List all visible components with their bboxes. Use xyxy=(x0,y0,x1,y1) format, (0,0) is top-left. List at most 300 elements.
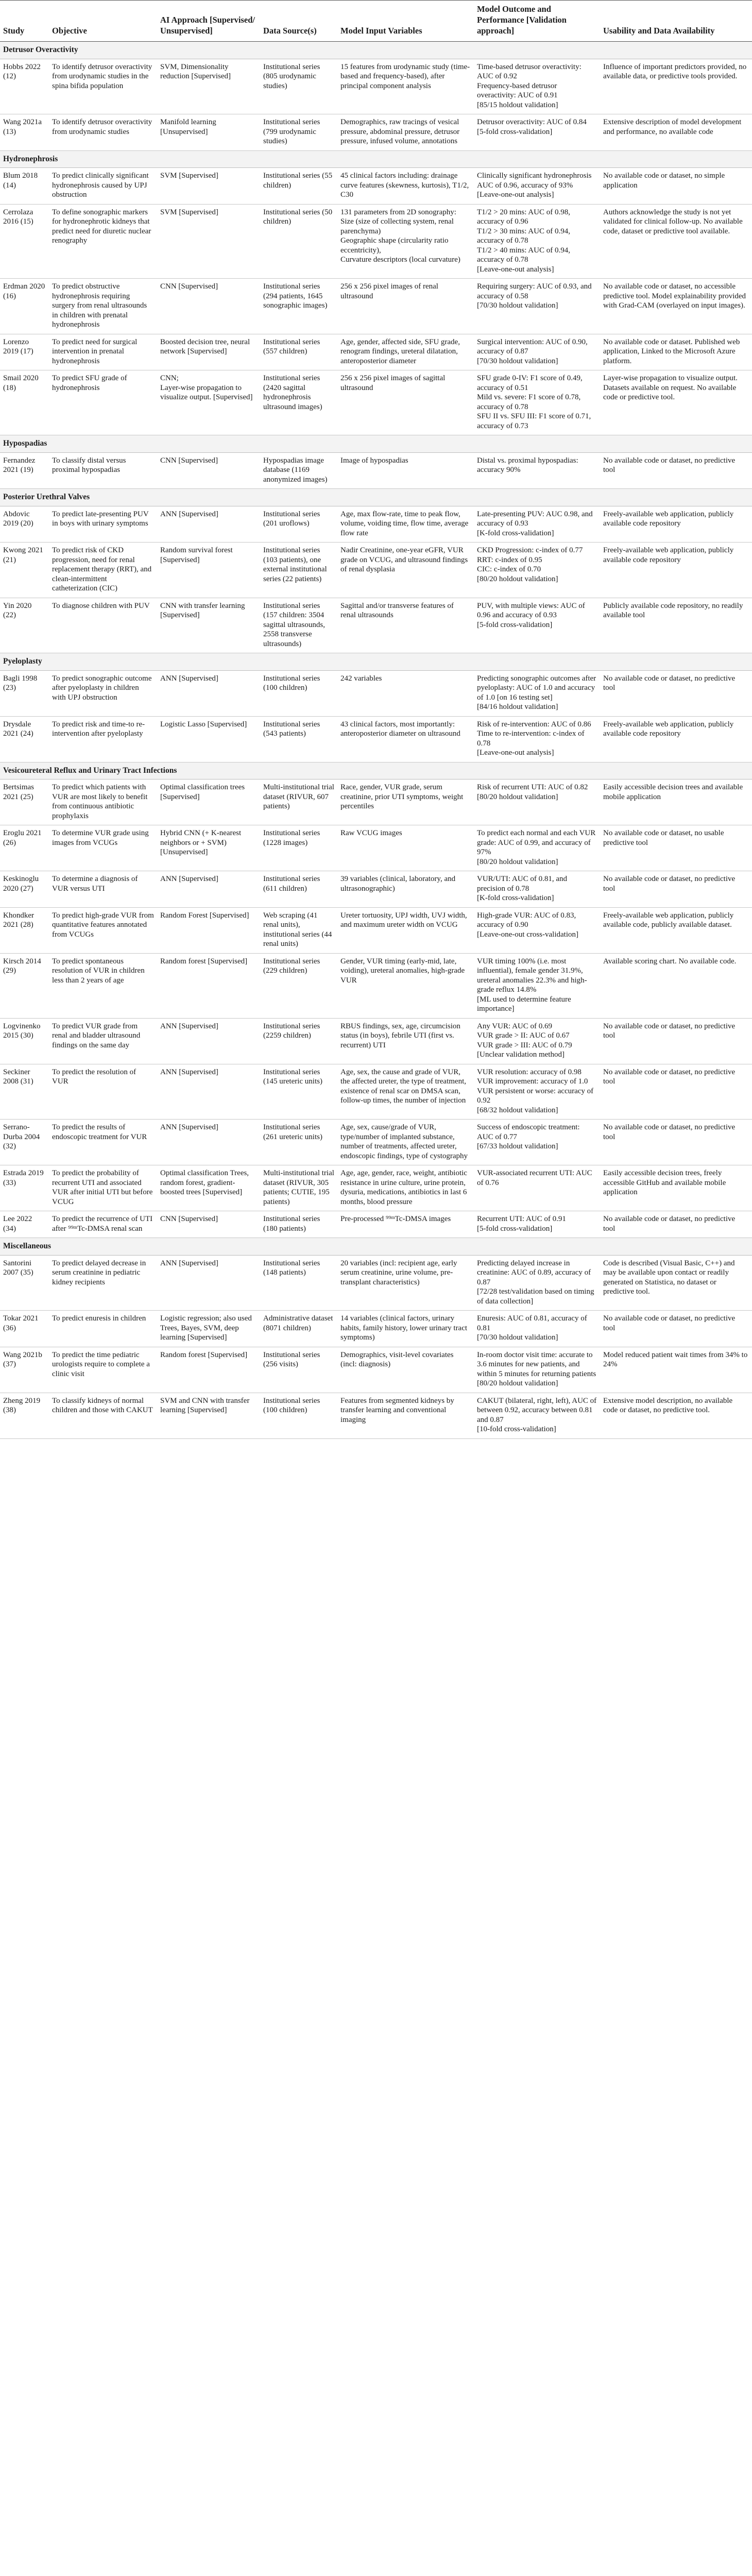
ai-approach-cell xyxy=(157,871,260,908)
study-cell xyxy=(0,1211,49,1238)
study-cell-text: Khondker 2021 (28) xyxy=(3,911,34,929)
outcome-performance-cell-text: Any VUR: AUC of 0.69 VUR grade > II: AUC of 0.67 VUR grade > III: AUC of 0.79 [Unclear validation method] xyxy=(477,1022,572,1059)
study-cell xyxy=(0,670,49,716)
outcome-performance-cell-text: VUR resolution: accuracy of 0.98 VUR improvement: accuracy of 1.0 VUR persistent or worse: accuracy of 0.92 [68/32 holdout validation] xyxy=(477,1067,594,1114)
study-cell-text: Hobbs 2022 (12) xyxy=(3,62,41,80)
usability-cell xyxy=(600,871,752,908)
outcome-performance-cell xyxy=(474,59,600,114)
objective-cell xyxy=(49,1120,157,1165)
objective-cell xyxy=(49,598,157,653)
outcome-performance-cell xyxy=(474,871,600,908)
usability-cell-text: Easily accessible decision trees, freely accessible GitHub and available mobile application xyxy=(603,1169,726,1196)
ai-approach-cell-text: ANN [Supervised] xyxy=(160,674,218,683)
data-source-cell xyxy=(260,871,337,908)
input-variables-cell-text: 20 variables (incl: recipient age, early serum creatinine, urine volume, pre-transplant characteristics) xyxy=(340,1259,457,1286)
data-source-cell-text: Institutional series (100 children) xyxy=(263,674,320,692)
study-cell xyxy=(0,716,49,762)
usability-cell-text: Extensive description of model development and performance, no available code xyxy=(603,118,742,136)
outcome-performance-cell-text: Risk of re-intervention: AUC of 0.86 Time to re-intervention: c-index of 0.78 [Leave-one-out analysis] xyxy=(477,720,591,757)
usability-cell-text: Code is described (Visual Basic, C++) and may be available upon contact or readily generated on Statistica, no dataset or predictive tool. xyxy=(603,1259,735,1296)
study-cell xyxy=(0,279,49,334)
objective-cell-text: To predict need for surgical intervention in prenatal hydronephrosis xyxy=(52,337,138,365)
usability-cell-text: No available code or dataset, no predictive tool xyxy=(603,1022,736,1040)
data-source-cell-text: Web scraping (41 renal units), institutional series (44 renal units) xyxy=(263,911,332,948)
input-variables-cell xyxy=(337,59,474,114)
input-variables-cell xyxy=(337,1347,474,1393)
ai-approach-cell xyxy=(157,1165,260,1211)
ai-approach-cell-text: Boosted decision tree, neural network [Supervised] xyxy=(160,337,250,355)
outcome-performance-cell-text: Time-based detrusor overactivity: AUC of 0.92 Frequency-based detrusor overactivity: AUC of 0.91 [85/15 holdout validation] xyxy=(477,62,582,109)
outcome-performance-cell xyxy=(474,1255,600,1311)
study-cell-text: Estrada 2019 (33) xyxy=(3,1169,44,1187)
outcome-performance-cell xyxy=(474,907,600,953)
objective-cell-text: To predict the recurrence of UTI after ⁹⁹ᵐTc-DMSA renal scan xyxy=(52,1215,153,1233)
table-row xyxy=(0,543,752,598)
study-cell xyxy=(0,204,49,279)
study-cell xyxy=(0,1311,49,1347)
objective-cell xyxy=(49,279,157,334)
section-title: Hypospadias xyxy=(0,435,752,453)
outcome-performance-cell xyxy=(474,114,600,151)
outcome-performance-cell xyxy=(474,506,600,543)
study-cell-text: Cerrolaza 2016 (15) xyxy=(3,208,33,226)
data-source-cell xyxy=(260,779,337,825)
objective-cell xyxy=(49,779,157,825)
ai-approach-cell xyxy=(157,1393,260,1438)
study-cell xyxy=(0,598,49,653)
study-cell xyxy=(0,1255,49,1311)
objective-cell-text: To predict risk of CKD progression, need for renal replacement therapy (RRT), and clean-intermittent catheterization (CIC) xyxy=(52,546,152,592)
objective-cell xyxy=(49,907,157,953)
outcome-performance-cell xyxy=(474,204,600,279)
study-cell-text: Kwong 2021 (21) xyxy=(3,546,43,564)
usability-cell-text: Layer-wise propagation to visualize output. Datasets available on request. No available code or predictive tool. xyxy=(603,374,738,401)
usability-cell-text: Easily accessible decision trees and available mobile application xyxy=(603,783,743,801)
data-source-cell xyxy=(260,279,337,334)
data-source-cell xyxy=(260,1255,337,1311)
objective-cell-text: To predict late-presenting PUV in boys with urinary symptoms xyxy=(52,510,149,528)
ai-approach-cell xyxy=(157,825,260,871)
objective-cell xyxy=(49,168,157,205)
outcome-performance-cell-text: Predicting sonographic outcomes after pyeloplasty: AUC of 1.0 and accuracy of 1.0 [on 16 testing set] [84/16 holdout validation] xyxy=(477,674,596,711)
data-source-cell-text: Institutional series (145 ureteric units) xyxy=(263,1067,322,1086)
usability-cell xyxy=(600,334,752,370)
ai-approach-cell xyxy=(157,716,260,762)
outcome-performance-cell xyxy=(474,716,600,762)
study-cell-text: Eroglu 2021 (26) xyxy=(3,829,42,847)
input-variables-cell-text: 131 parameters from 2D sonography: Size (size of collecting system, renal parenchyma) Geographic shape (circularity ratio eccentricity), Curvature descriptors (local curvature) xyxy=(340,208,460,264)
usability-cell-text: Publicly available code repository, no readily available tool xyxy=(603,601,743,619)
data-source-cell-text: Institutional series (103 patients), one external institutional series (22 patients) xyxy=(263,546,327,583)
section-header-row xyxy=(0,42,752,59)
input-variables-cell xyxy=(337,1311,474,1347)
objective-cell xyxy=(49,670,157,716)
study-cell-text: Lee 2022 (34) xyxy=(3,1215,32,1233)
objective-cell-text: To predict sonographic outcome after pyeloplasty in children with UPJ obstruction xyxy=(52,674,152,702)
usability-cell-text: Influence of important predictors provided, no available data, or predictive tools provided. xyxy=(603,62,747,80)
usability-cell xyxy=(600,279,752,334)
data-source-cell-text: Institutional series (2420 sagittal hydronephrosis ultrasound images) xyxy=(263,374,322,411)
data-source-cell xyxy=(260,370,337,435)
input-variables-cell-text: Race, gender, VUR grade, serum creatinine, prior UTI symptoms, weight percentiles xyxy=(340,783,464,810)
outcome-performance-cell-text: PUV, with multiple views: AUC of 0.96 and accuracy of 0.93 [5-fold cross-validation] xyxy=(477,601,585,629)
data-source-cell-text: Institutional series (201 uroflows) xyxy=(263,510,320,528)
input-variables-cell xyxy=(337,1165,474,1211)
input-variables-cell xyxy=(337,1018,474,1064)
objective-cell-text: To predict the results of endoscopic treatment for VUR xyxy=(52,1123,147,1141)
study-cell-text: Zheng 2019 (38) xyxy=(3,1396,41,1414)
usability-cell-text: Available scoring chart. No available code. xyxy=(603,957,737,965)
outcome-performance-cell-text: Enuresis: AUC of 0.81, accuracy of 0.81 [70/30 holdout validation] xyxy=(477,1314,587,1342)
objective-cell xyxy=(49,452,157,489)
ai-approach-cell xyxy=(157,543,260,598)
data-source-cell-text: Hypospadias image database (1169 anonymized images) xyxy=(263,456,328,484)
data-source-cell xyxy=(260,598,337,653)
study-cell-text: Seckiner 2008 (31) xyxy=(3,1067,33,1086)
ai-approach-cell xyxy=(157,1064,260,1120)
objective-cell xyxy=(49,204,157,279)
study-cell xyxy=(0,953,49,1018)
usability-cell xyxy=(600,1211,752,1238)
outcome-performance-cell xyxy=(474,779,600,825)
data-source-cell xyxy=(260,716,337,762)
objective-cell xyxy=(49,1255,157,1311)
outcome-performance-cell xyxy=(474,334,600,370)
outcome-performance-cell-text: T1/2 > 20 mins: AUC of 0.98, accuracy of 0.96 T1/2 > 30 mins: AUC of 0.94, accuracy of 0.78 T1/2 > 40 mins: AUC of 0.94, accuracy of 0.78 [Leave-one-out analysis] xyxy=(477,208,570,274)
objective-cell xyxy=(49,871,157,908)
data-source-cell-text: Institutional series (55 children) xyxy=(263,172,333,190)
usability-cell-text: Freely-available web application, publicly available code, publicly available dataset. xyxy=(603,911,734,929)
ai-approach-cell xyxy=(157,506,260,543)
outcome-performance-cell xyxy=(474,1347,600,1393)
section-title: Detrusor Overactivity xyxy=(0,42,752,59)
objective-cell-text: To determine a diagnosis of VUR versus UTI xyxy=(52,875,138,893)
objective-cell xyxy=(49,506,157,543)
data-source-cell xyxy=(260,1347,337,1393)
outcome-performance-cell xyxy=(474,370,600,435)
usability-cell-text: No available code or dataset, no predictive tool xyxy=(603,875,736,893)
ai-approach-cell xyxy=(157,370,260,435)
objective-cell-text: To predict which patients with VUR are most likely to benefit from continuous antibiotic prophylaxis xyxy=(52,783,148,820)
ai-approach-cell-text: Optimal classification trees [Supervised] xyxy=(160,783,245,801)
study-cell xyxy=(0,334,49,370)
study-cell-text: Fernandez 2021 (19) xyxy=(3,456,36,474)
input-variables-cell-text: Raw VCUG images xyxy=(340,829,402,837)
input-variables-cell xyxy=(337,204,474,279)
usability-cell-text: No available code or dataset, no usable predictive tool xyxy=(603,829,724,847)
data-source-cell-text: Institutional series (543 patients) xyxy=(263,720,320,738)
usability-cell-text: Authors acknowledge the study is not yet validated for clinical follow-up. No available code, dataset or predictive tool available. xyxy=(603,208,743,235)
outcome-performance-cell-text: Risk of recurrent UTI: AUC of 0.82 [80/20 holdout validation] xyxy=(477,783,588,801)
usability-cell xyxy=(600,452,752,489)
study-cell xyxy=(0,907,49,953)
data-source-cell xyxy=(260,59,337,114)
usability-cell xyxy=(600,543,752,598)
input-variables-cell-text: 15 features from urodynamic study (time-based and frequency-based), after principal component analysis xyxy=(340,62,470,90)
ai-approach-cell xyxy=(157,1120,260,1165)
input-variables-cell-text: Demographics, visit-level covariates (incl: diagnosis) xyxy=(340,1350,454,1368)
table-row xyxy=(0,716,752,762)
usability-cell xyxy=(600,907,752,953)
outcome-performance-cell-text: In-room doctor visit time: accurate to 3.6 minutes for new patients, and within 5 minutes for returning patients [80/20 holdout validation] xyxy=(477,1350,596,1387)
outcome-performance-cell-text: Distal vs. proximal hypospadias: accuracy 90% xyxy=(477,456,578,474)
outcome-performance-cell xyxy=(474,168,600,205)
objective-cell xyxy=(49,370,157,435)
objective-cell-text: To predict the resolution of VUR xyxy=(52,1067,136,1086)
ai-approach-cell xyxy=(157,452,260,489)
input-variables-cell-text: Age, sex, the cause and grade of VUR, the affected ureter, the type of treatment, existence of renal scar on DMSA scan, follow-up times, the number of injection xyxy=(340,1067,466,1105)
outcome-performance-cell-text: Requiring surgery: AUC of 0.93, and accuracy of 0.58 [70/30 holdout validation] xyxy=(477,282,592,310)
study-cell-text: Tokar 2021 (36) xyxy=(3,1314,39,1332)
outcome-performance-cell xyxy=(474,1064,600,1120)
data-source-cell xyxy=(260,1311,337,1347)
study-cell xyxy=(0,452,49,489)
outcome-performance-cell-text: High-grade VUR: AUC of 0.83, accuracy of 0.90 [Leave-one-out cross-validation] xyxy=(477,911,578,939)
study-cell xyxy=(0,1018,49,1064)
ai-approach-cell xyxy=(157,279,260,334)
usability-cell-text: No available code or dataset, no predictive tool xyxy=(603,456,736,474)
usability-cell-text: Model reduced patient wait times from 34% to 24% xyxy=(603,1350,748,1368)
usability-cell xyxy=(600,1347,752,1393)
table-row xyxy=(0,1165,752,1211)
ai-approach-cell-text: CNN [Supervised] xyxy=(160,456,218,465)
data-source-cell xyxy=(260,204,337,279)
input-variables-cell-text: RBUS findings, sex, age, circumcision status (in boys), febrile UTI (first vs. recurrent) UTI xyxy=(340,1022,460,1049)
input-variables-cell-text: Demographics, raw tracings of vesical pressure, abdominal pressure, detrusor pressure, infused volume, annotations xyxy=(340,118,460,145)
input-variables-cell-text: Features from segmented kidneys by transfer learning and conventional imaging xyxy=(340,1396,454,1424)
data-source-cell xyxy=(260,1018,337,1064)
data-source-cell xyxy=(260,168,337,205)
ai-approach-cell-text: Manifold learning [Unsupervised] xyxy=(160,118,216,136)
usability-cell xyxy=(600,825,752,871)
input-variables-cell-text: Gender, VUR timing (early-mid, late, voiding), ureteral anomalies, high-grade VUR xyxy=(340,957,465,985)
outcome-performance-cell-text: Predicting delayed increase in creatinine: AUC of 0.89, accuracy of 0.87 [72/28 test/validation based on timing of data collection] xyxy=(477,1259,594,1306)
objective-cell xyxy=(49,1064,157,1120)
objective-cell xyxy=(49,825,157,871)
data-source-cell xyxy=(260,1064,337,1120)
study-cell xyxy=(0,370,49,435)
outcome-performance-cell-text: Success of endoscopic treatment: AUC of 0.77 [67/33 holdout validation] xyxy=(477,1123,580,1150)
table-row xyxy=(0,506,752,543)
data-source-cell xyxy=(260,506,337,543)
header-data-sources: Data Source(s) xyxy=(260,1,337,42)
table-row xyxy=(0,779,752,825)
usability-cell-text: Freely-available web application, publicly available code repository xyxy=(603,510,734,528)
outcome-performance-cell-text: CKD Progression: c-index of 0.77 RRT: c-index of 0.95 CIC: c-index of 0.70 [80/20 holdout validation] xyxy=(477,546,583,583)
outcome-performance-cell xyxy=(474,279,600,334)
header-model-input-variables: Model Input Variables xyxy=(337,1,474,42)
table-row xyxy=(0,1393,752,1438)
usability-cell xyxy=(600,1018,752,1064)
input-variables-cell-text: 256 x 256 pixel images of sagittal ultrasound xyxy=(340,374,446,392)
objective-cell-text: To predict VUR grade from renal and bladder ultrasound findings on the same day xyxy=(52,1022,141,1049)
input-variables-cell-text: Age, gender, affected side, SFU grade, renogram findings, ureteral dilatation, anteroposterior diameter xyxy=(340,337,460,365)
input-variables-cell-text: 43 clinical factors, most importantly: anteroposterior diameter on ultrasound xyxy=(340,720,460,738)
table-row xyxy=(0,334,752,370)
input-variables-cell xyxy=(337,279,474,334)
table-row xyxy=(0,953,752,1018)
input-variables-cell xyxy=(337,907,474,953)
input-variables-cell-text: Sagittal and/or transverse features of renal ultrasounds xyxy=(340,601,454,619)
table-row xyxy=(0,59,752,114)
usability-cell xyxy=(600,506,752,543)
ai-approach-cell xyxy=(157,598,260,653)
study-cell xyxy=(0,59,49,114)
usability-cell-text: Freely-available web application, publicly available code repository xyxy=(603,546,734,564)
table-row xyxy=(0,204,752,279)
outcome-performance-cell-text: VUR/UTI: AUC of 0.81, and precision of 0.78 [K-fold cross-validation] xyxy=(477,875,567,902)
ai-approach-cell-text: ANN [Supervised] xyxy=(160,1259,218,1267)
ai-approach-cell-text: SVM [Supervised] xyxy=(160,172,218,180)
data-source-cell-text: Multi-institutional trial dataset (RIVUR, 607 patients) xyxy=(263,783,334,810)
data-source-cell xyxy=(260,1393,337,1438)
usability-cell xyxy=(600,716,752,762)
study-cell-text: Wang 2021b (37) xyxy=(3,1350,42,1368)
objective-cell xyxy=(49,1165,157,1211)
section-title: Miscellaneous xyxy=(0,1238,752,1256)
objective-cell xyxy=(49,953,157,1018)
study-cell xyxy=(0,1347,49,1393)
ai-approach-cell-text: Random survival forest [Supervised] xyxy=(160,546,233,564)
study-cell xyxy=(0,1165,49,1211)
objective-cell-text: To classify kidneys of normal children and those with CAKUT xyxy=(52,1396,153,1414)
data-source-cell-text: Institutional series (805 urodynamic studies) xyxy=(263,62,320,90)
usability-cell-text: Freely-available web application, publicly available code repository xyxy=(603,720,734,738)
usability-cell xyxy=(600,1064,752,1120)
input-variables-cell xyxy=(337,598,474,653)
study-cell-text: Serrano-Durba 2004 (32) xyxy=(3,1123,40,1150)
outcome-performance-cell xyxy=(474,452,600,489)
ai-approach-cell-text: CNN [Supervised] xyxy=(160,1215,218,1223)
outcome-performance-cell-text: SFU grade 0-IV: F1 score of 0.49, accuracy of 0.51 Mild vs. severe: F1 score of 0.78, accuracy of 0.78 SFU II vs. SFU III: F1 score of 0.71, accuracy of 0.73 xyxy=(477,374,591,430)
objective-cell-text: To classify distal versus proximal hypospadias xyxy=(52,456,126,474)
table-row xyxy=(0,114,752,151)
ai-approach-cell xyxy=(157,1018,260,1064)
header-row xyxy=(0,1,752,42)
outcome-performance-cell-text: CAKUT (bilateral, right, left), AUC of between 0.92, accuracy between 0.81 and 0.87 [10-fold cross-validation] xyxy=(477,1396,597,1433)
usability-cell xyxy=(600,779,752,825)
section-title: Posterior Urethral Valves xyxy=(0,489,752,506)
study-cell xyxy=(0,825,49,871)
section-header-row xyxy=(0,762,752,779)
header-model-outcome-performance: Model Outcome and Performance [Validation approach] xyxy=(474,1,600,42)
section-title: Pyeloplasty xyxy=(0,653,752,671)
outcome-performance-cell xyxy=(474,543,600,598)
table-row xyxy=(0,871,752,908)
ai-approach-cell xyxy=(157,1211,260,1238)
usability-cell-text: No available code or dataset, no predictive tool xyxy=(603,1123,736,1141)
input-variables-cell xyxy=(337,370,474,435)
ai-approach-cell-text: Optimal classification Trees, random forest, gradient-boosted trees [Supervised] xyxy=(160,1169,249,1196)
data-source-cell xyxy=(260,1165,337,1211)
ai-approach-cell xyxy=(157,779,260,825)
objective-cell xyxy=(49,543,157,598)
usability-cell xyxy=(600,670,752,716)
input-variables-cell-text: 14 variables (clinical factors, urinary habits, family history, lower urinary tract symptoms) xyxy=(340,1314,468,1342)
usability-cell xyxy=(600,114,752,151)
data-source-cell-text: Multi-institutional trial dataset (RIVUR, 305 patients; CUTIE, 195 patients) xyxy=(263,1169,334,1206)
outcome-performance-cell-text: Late-presenting PUV: AUC 0.98, and accuracy of 0.93 [K-fold cross-validation] xyxy=(477,510,593,537)
data-source-cell-text: Institutional series (256 visits) xyxy=(263,1350,320,1368)
usability-cell xyxy=(600,1255,752,1311)
usability-cell-text: No available code or dataset, no predictive tool xyxy=(603,1215,736,1233)
outcome-performance-cell-text: Surgical intervention: AUC of 0.90, accuracy of 0.87 [70/30 holdout validation] xyxy=(477,337,588,365)
study-cell-text: Blum 2018 (14) xyxy=(3,172,38,190)
input-variables-cell-text: 242 variables xyxy=(340,674,382,683)
input-variables-cell xyxy=(337,871,474,908)
usability-cell-text: No available code or dataset, no accessible predictive tool. Model explainability provided with Grad-CAM (overlayed on input images). xyxy=(603,282,746,310)
usability-cell-text: No available code or dataset, no simple application xyxy=(603,172,725,190)
usability-cell xyxy=(600,1311,752,1347)
data-source-cell-text: Institutional series (2259 children) xyxy=(263,1022,320,1040)
study-cell-text: Kirsch 2014 (29) xyxy=(3,957,41,975)
usability-cell xyxy=(600,59,752,114)
data-source-cell xyxy=(260,953,337,1018)
input-variables-cell xyxy=(337,670,474,716)
table-row xyxy=(0,168,752,205)
input-variables-cell-text: Ureter tortuosity, UPJ width, UVJ width, and maximum ureter width on VCUG xyxy=(340,911,467,929)
table-row xyxy=(0,1018,752,1064)
objective-cell-text: To predict high-grade VUR from quantitative features annotated from VCUGs xyxy=(52,911,154,939)
data-source-cell xyxy=(260,1120,337,1165)
outcome-performance-cell xyxy=(474,1120,600,1165)
objective-cell xyxy=(49,1018,157,1064)
outcome-performance-cell-text: VUR timing 100% (i.e. most influential), female gender 31.9%, ureteral anomalies 22.3% and high-grade reflux 14.8% [ML used to determine feature importance] xyxy=(477,957,587,1013)
outcome-performance-cell xyxy=(474,598,600,653)
study-cell xyxy=(0,1120,49,1165)
data-source-cell-text: Institutional series (100 children) xyxy=(263,1396,320,1414)
outcome-performance-cell-text: VUR-associated recurrent UTI: AUC of 0.76 xyxy=(477,1169,592,1187)
ai-approach-cell-text: ANN [Supervised] xyxy=(160,510,218,518)
outcome-performance-cell-text: To predict each normal and each VUR grade: AUC of 0.99, and accuracy of 97% [80/20 holdout validation] xyxy=(477,829,596,866)
section-header-row xyxy=(0,435,752,453)
usability-cell xyxy=(600,953,752,1018)
input-variables-cell-text: 39 variables (clinical, laboratory, and ultrasonographic) xyxy=(340,875,456,893)
section-header-row xyxy=(0,653,752,671)
usability-cell xyxy=(600,1393,752,1438)
outcome-performance-cell xyxy=(474,1211,600,1238)
data-source-cell-text: Administrative dataset (8071 children) xyxy=(263,1314,333,1332)
study-cell-text: Erdman 2020 (16) xyxy=(3,282,45,300)
ai-approach-cell-text: CNN; Layer-wise propagation to visualize output. [Supervised] xyxy=(160,374,253,401)
table-row xyxy=(0,452,752,489)
ai-approach-cell-text: CNN with transfer learning [Supervised] xyxy=(160,601,245,619)
objective-cell-text: To predict spontaneous resolution of VUR in children less than 2 years of age xyxy=(52,957,145,985)
ai-approach-cell xyxy=(157,204,260,279)
ai-approach-cell xyxy=(157,59,260,114)
usability-cell xyxy=(600,370,752,435)
table-row xyxy=(0,598,752,653)
ai-approach-cell xyxy=(157,670,260,716)
study-cell-text: Abdovic 2019 (20) xyxy=(3,510,33,528)
data-source-cell-text: Institutional series (1228 images) xyxy=(263,829,320,847)
study-cell xyxy=(0,1064,49,1120)
data-source-cell xyxy=(260,825,337,871)
outcome-performance-cell-text: Detrusor overactivity: AUC of 0.84 [5-fold cross-validation] xyxy=(477,118,587,136)
ai-approach-cell xyxy=(157,1311,260,1347)
table-row xyxy=(0,1120,752,1165)
objective-cell xyxy=(49,1211,157,1238)
ai-approach-cell xyxy=(157,907,260,953)
data-source-cell xyxy=(260,334,337,370)
ai-approach-cell-text: Logistic regression; also used Trees, Bayes, SVM, deep learning [Supervised] xyxy=(160,1314,252,1342)
header-study: Study xyxy=(0,1,49,42)
data-source-cell-text: Institutional series (157 children: 3504 sagittal ultrasounds, 2558 transverse ultrasounds) xyxy=(263,601,325,648)
data-source-cell xyxy=(260,543,337,598)
data-source-cell xyxy=(260,907,337,953)
ai-approach-cell-text: Logistic Lasso [Supervised] xyxy=(160,720,247,728)
data-source-cell-text: Institutional series (229 children) xyxy=(263,957,320,975)
